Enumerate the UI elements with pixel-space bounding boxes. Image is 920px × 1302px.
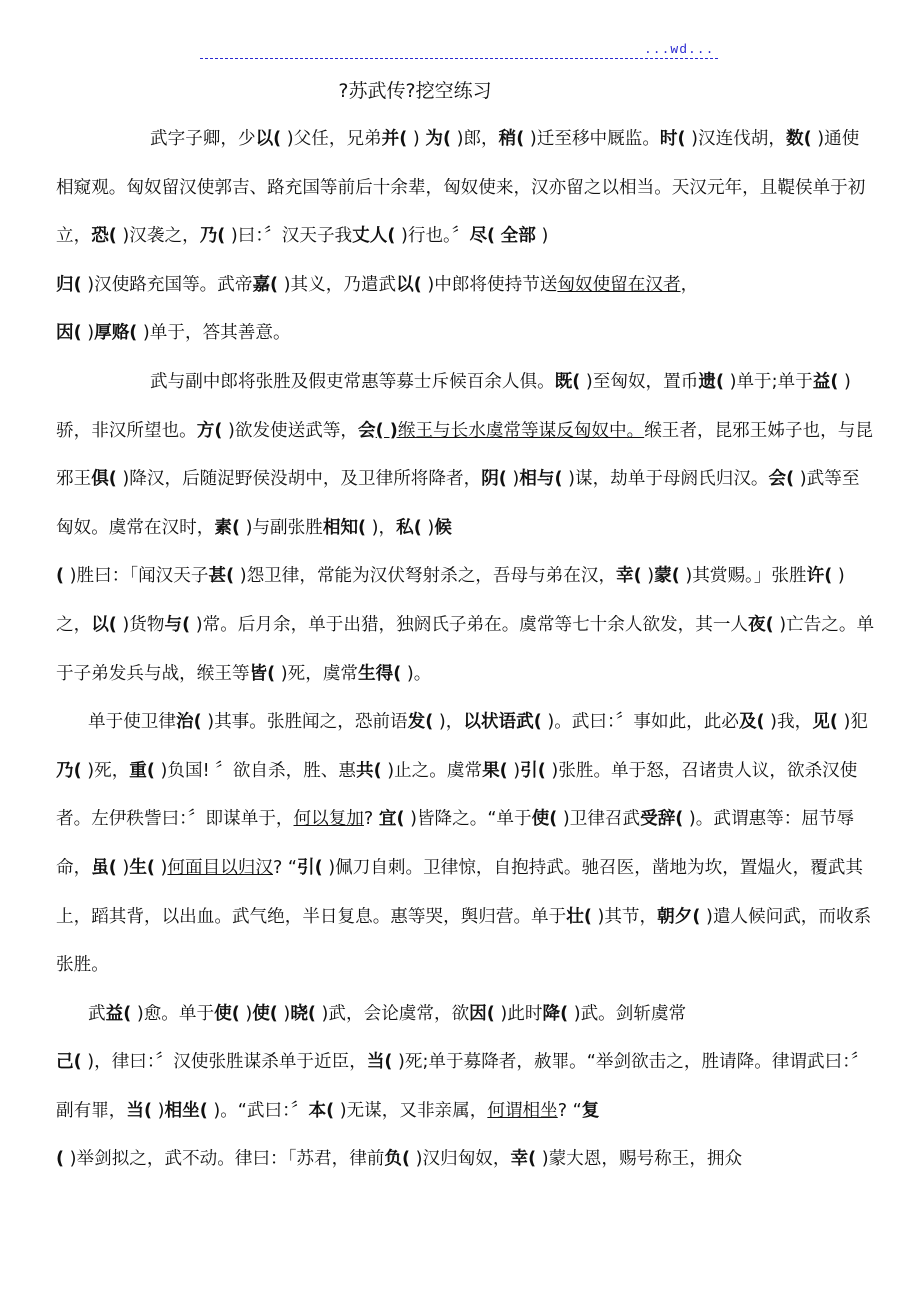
text-run: )通使相窥观。匈奴留汉使郭吉、路充国等前后十余辈，匈奴使来，汉亦留之以相当。天汉元年，且鞮侯单于初立， [56, 129, 866, 247]
blank-keyword: 负( [384, 1149, 411, 1170]
text-run: )汉连伐胡， [685, 129, 786, 149]
blank-keyword: 阴( [481, 469, 507, 490]
blank-keyword: 尽( [469, 226, 496, 247]
text-run: )负国! 〞欲自杀，胜、惠 [154, 760, 356, 781]
text-run: ) [506, 469, 520, 490]
blank-keyword: 晓( [290, 1003, 316, 1024]
blank-keyword: 因( [469, 1003, 495, 1024]
blank-keyword: 及( [738, 712, 765, 733]
text-run: )张胜。单于怒，召诸贵人议，欲杀汉使者。左伊秩訾曰：〞即谋单于， [56, 760, 858, 830]
blank-keyword: 相知( [322, 517, 367, 538]
blank-keyword: 复 [581, 1100, 600, 1121]
text-run: ) [239, 1003, 253, 1024]
text-run: )举剑拟之，武不动。律曰：「苏君，律前 [64, 1149, 385, 1170]
text-run: ， [680, 274, 699, 295]
blank-keyword: 私( [396, 517, 422, 538]
blank-keyword: 厚赂( [94, 323, 138, 344]
text-run: )蒙大恩，赐号称王，拥众 [536, 1149, 743, 1170]
text-run: )， [366, 517, 397, 538]
header-dashed-rule [200, 58, 718, 59]
text-run: )。武曰：〞事如此，此必 [541, 712, 739, 733]
text-run: )谋，劫单于母阏氏归汉。 [562, 469, 769, 490]
text-run: )其赏赐。」张胜 [679, 566, 807, 587]
text-run: )亡告之。单于子弟发兵与战，缑王等 [56, 614, 875, 684]
blank-keyword: 嘉( [252, 274, 279, 295]
blank-keyword: 并( [381, 129, 408, 149]
blank-keyword: 壮( [566, 906, 592, 927]
blank-keyword: 丈人( [352, 226, 396, 247]
paragraph-4 [56, 990, 876, 1184]
blank-keyword: 数( [786, 129, 812, 149]
text-run: ? “ [557, 1100, 582, 1121]
text-run: )武等至匈奴。虞常在汉时， [56, 469, 860, 538]
text-run: ) [277, 1003, 291, 1024]
blank-keyword: 引( [520, 760, 546, 781]
text-run: ) [507, 760, 521, 781]
blank-keyword: 夜( [748, 614, 774, 635]
blank-keyword: 归( [56, 274, 82, 295]
text-run: )， [433, 712, 464, 733]
text-run: )单于，答其善意。 [137, 323, 291, 344]
text-run: )其节， [591, 906, 658, 927]
text-run: )皆降之。“单于 [404, 809, 532, 830]
blank-keyword: 朝夕( [657, 906, 701, 927]
blank-keyword: 相坐( [164, 1100, 208, 1121]
text-run: 单于使卫律 [88, 712, 176, 733]
text-run: ) [641, 566, 655, 587]
text-run: ) [154, 857, 168, 878]
text-run: )此时 [494, 1003, 543, 1024]
text-run: )汉归匈奴， [410, 1149, 511, 1170]
text-run: )死;单于募降者，赦罪。“举剑欲击之，胜请降。律谓武曰：〞副有罪， [56, 1052, 869, 1121]
blank-keyword: 因( [56, 323, 82, 344]
blank-keyword: 见( [812, 712, 838, 733]
blank-keyword: 生得( [358, 663, 402, 684]
blank-keyword: 重( [129, 760, 155, 781]
text-run: )无谋，又非亲属， [334, 1100, 488, 1121]
text-run: )怨卫律，常能为汉伏弩射杀之，吾母与弟在汉， [234, 566, 617, 587]
text-run: ? “ [273, 857, 298, 878]
text-run: )。 [401, 663, 432, 684]
text-run: )。武谓惠等：屈节辱命， [56, 809, 855, 878]
blank-keyword: 益( [812, 371, 839, 392]
text-run: )汉袭之， [116, 226, 200, 247]
text-run: )中郎将使持节送 [421, 274, 558, 295]
blank-keyword: 当( [126, 1100, 153, 1121]
blank-keyword: 虽( [91, 857, 117, 878]
text-run: )卫律召武 [557, 809, 641, 830]
text-run: ? [363, 809, 379, 830]
blank-keyword: 以( [396, 274, 422, 295]
text-run: )之， [56, 566, 845, 635]
underlined-phrase: 匈奴使留在汉者 [557, 274, 681, 295]
blank-keyword: 使( [214, 1003, 240, 1024]
blank-keyword: 引( [297, 857, 323, 878]
text-run: 武与副中郎将张胜及假吏常惠等募士斥候百余人俱。 [150, 371, 555, 392]
text-run: )迁至移中厩监。 [524, 129, 660, 149]
blank-keyword: 会 [358, 420, 376, 441]
blank-keyword: 宜( [378, 809, 405, 830]
blank-keyword: 遗( [698, 371, 724, 392]
blank-keyword: 会( [768, 469, 795, 490]
blank-keyword: 治( [175, 712, 202, 733]
blank-keyword: 俱( [91, 469, 117, 490]
text-run: )，律曰：〞汉使张胜谋杀单于近臣， [81, 1052, 367, 1073]
text-run: )与副张胜 [240, 517, 323, 538]
text-run: )遣人候问武，而收系张胜。 [56, 906, 872, 976]
text-run: )曰：〞汉天子我 [225, 226, 353, 247]
underlined-blank: ( ) [375, 420, 398, 441]
text-run: )胜曰：「闻汉天子 [64, 566, 209, 587]
blank-keyword: 候 [434, 517, 452, 538]
text-run: )货物 [116, 614, 165, 635]
blank-keyword: ( [56, 1149, 65, 1170]
text-run: )郎， [451, 129, 499, 149]
text-run: 缑王者，昆邪王姊子也，与昆邪王 [56, 420, 873, 490]
text-run: )犯 [837, 712, 868, 733]
text-run: ) [152, 1100, 165, 1121]
underlined-phrase: 何面目以归汉 [167, 857, 273, 878]
text-run: )愈。单于 [131, 1003, 215, 1024]
header-mark: ...wd... [644, 42, 715, 57]
blank-keyword: 受辞( [640, 809, 684, 830]
page-title: ?苏武传?挖空练习 [338, 80, 492, 102]
blank-keyword: 果( [482, 760, 508, 781]
paragraph-2 [56, 358, 876, 698]
text-run: 武字子卿，少 [150, 129, 256, 149]
blank-keyword: 素( [214, 517, 240, 538]
text-run: ) [407, 129, 426, 149]
blank-keyword: 以( [255, 129, 282, 149]
text-run: )行也。〞 [395, 226, 470, 247]
blank-keyword: 发( [407, 712, 434, 733]
text-run: )其事。张胜闻之，恐前语 [201, 712, 408, 733]
text-run: )我， [764, 712, 813, 733]
underlined-phrase: 缑王与长水虞常等谋反匈奴中。 [397, 420, 645, 441]
blank-keyword: 全部 [500, 226, 536, 247]
paragraph-3 [56, 698, 876, 990]
blank-keyword: 相与( [519, 469, 563, 490]
text-run: )。“武曰：〞 [207, 1100, 309, 1121]
text-run: ) [421, 517, 435, 538]
blank-keyword: 乃( [199, 226, 226, 247]
blank-keyword: 以( [91, 614, 117, 635]
blank-keyword: 乃( [56, 760, 82, 781]
blank-keyword: 甚( [208, 566, 235, 587]
blank-keyword: 共( [355, 760, 382, 781]
blank-keyword: 方( [196, 420, 223, 441]
text-run: )止之。虞常 [381, 760, 483, 781]
blank-keyword: 益( [105, 1003, 132, 1024]
underlined-phrase: 何以复加 [293, 809, 364, 830]
text-run: )常。后月余，单于出猎，独阏氏子弟在。虞常等七十余人欲发，其一人 [190, 614, 749, 635]
text-run: )单于;单于 [723, 371, 813, 392]
blank-keyword: 本( [308, 1100, 335, 1121]
blank-keyword: 己( [56, 1052, 82, 1073]
blank-keyword: 既( [554, 371, 581, 392]
text-run: )死， [81, 760, 130, 781]
exercise-text [56, 115, 876, 1184]
blank-keyword: 使( [531, 809, 558, 830]
blank-keyword: 幸( [510, 1149, 537, 1170]
blank-keyword: 为( [425, 129, 451, 149]
blank-keyword: 蒙( [654, 566, 680, 587]
text-run: )武。剑斩虞常 [568, 1003, 687, 1024]
text-run: )武，会论虞常，欲 [315, 1003, 470, 1024]
blank-keyword: 当( [366, 1052, 393, 1073]
blank-keyword: 许( [806, 566, 833, 587]
text-run: ) [81, 323, 95, 344]
blank-keyword: 皆( [249, 663, 276, 684]
text-run: ) [535, 226, 549, 247]
blank-keyword: 生( [129, 857, 155, 878]
text-run: )佩刀自刺。卫律惊，自抱持武。驰召医，凿地为坎，置煴火，覆武其上，蹈其背，以出血。武气绝，半日复息。惠等哭，舆归营。单于 [56, 857, 863, 927]
text-run: )汉使路充国等。武帝 [81, 274, 253, 295]
blank-keyword: ( [56, 566, 65, 587]
text-run: )父任，兄弟 [281, 129, 382, 149]
text-run: )欲发使送武等， [222, 420, 359, 441]
blank-keyword: 幸( [616, 566, 642, 587]
text-run: )骄，非汉所望也。 [56, 371, 851, 441]
paragraph-1 [56, 115, 876, 358]
text-run: )至匈奴，置币 [580, 371, 699, 392]
blank-keyword: 恐( [91, 226, 117, 247]
text-run: ) [116, 857, 130, 878]
text-run: )降汉，后随浞野侯没胡中，及卫律所将降者， [116, 469, 482, 490]
text-run: )死，虞常 [275, 663, 359, 684]
blank-keyword: 降( [542, 1003, 569, 1024]
blank-keyword: 时( [659, 129, 686, 149]
blank-keyword: 稍( [498, 129, 525, 149]
underlined-phrase: 何谓相坐 [487, 1100, 558, 1121]
text-run: 武 [88, 1003, 106, 1024]
blank-keyword: 以状语武( [463, 712, 542, 733]
text-run: )其义，乃遣武 [278, 274, 397, 295]
blank-keyword: 使( [252, 1003, 278, 1024]
blank-keyword: 与( [164, 614, 191, 635]
